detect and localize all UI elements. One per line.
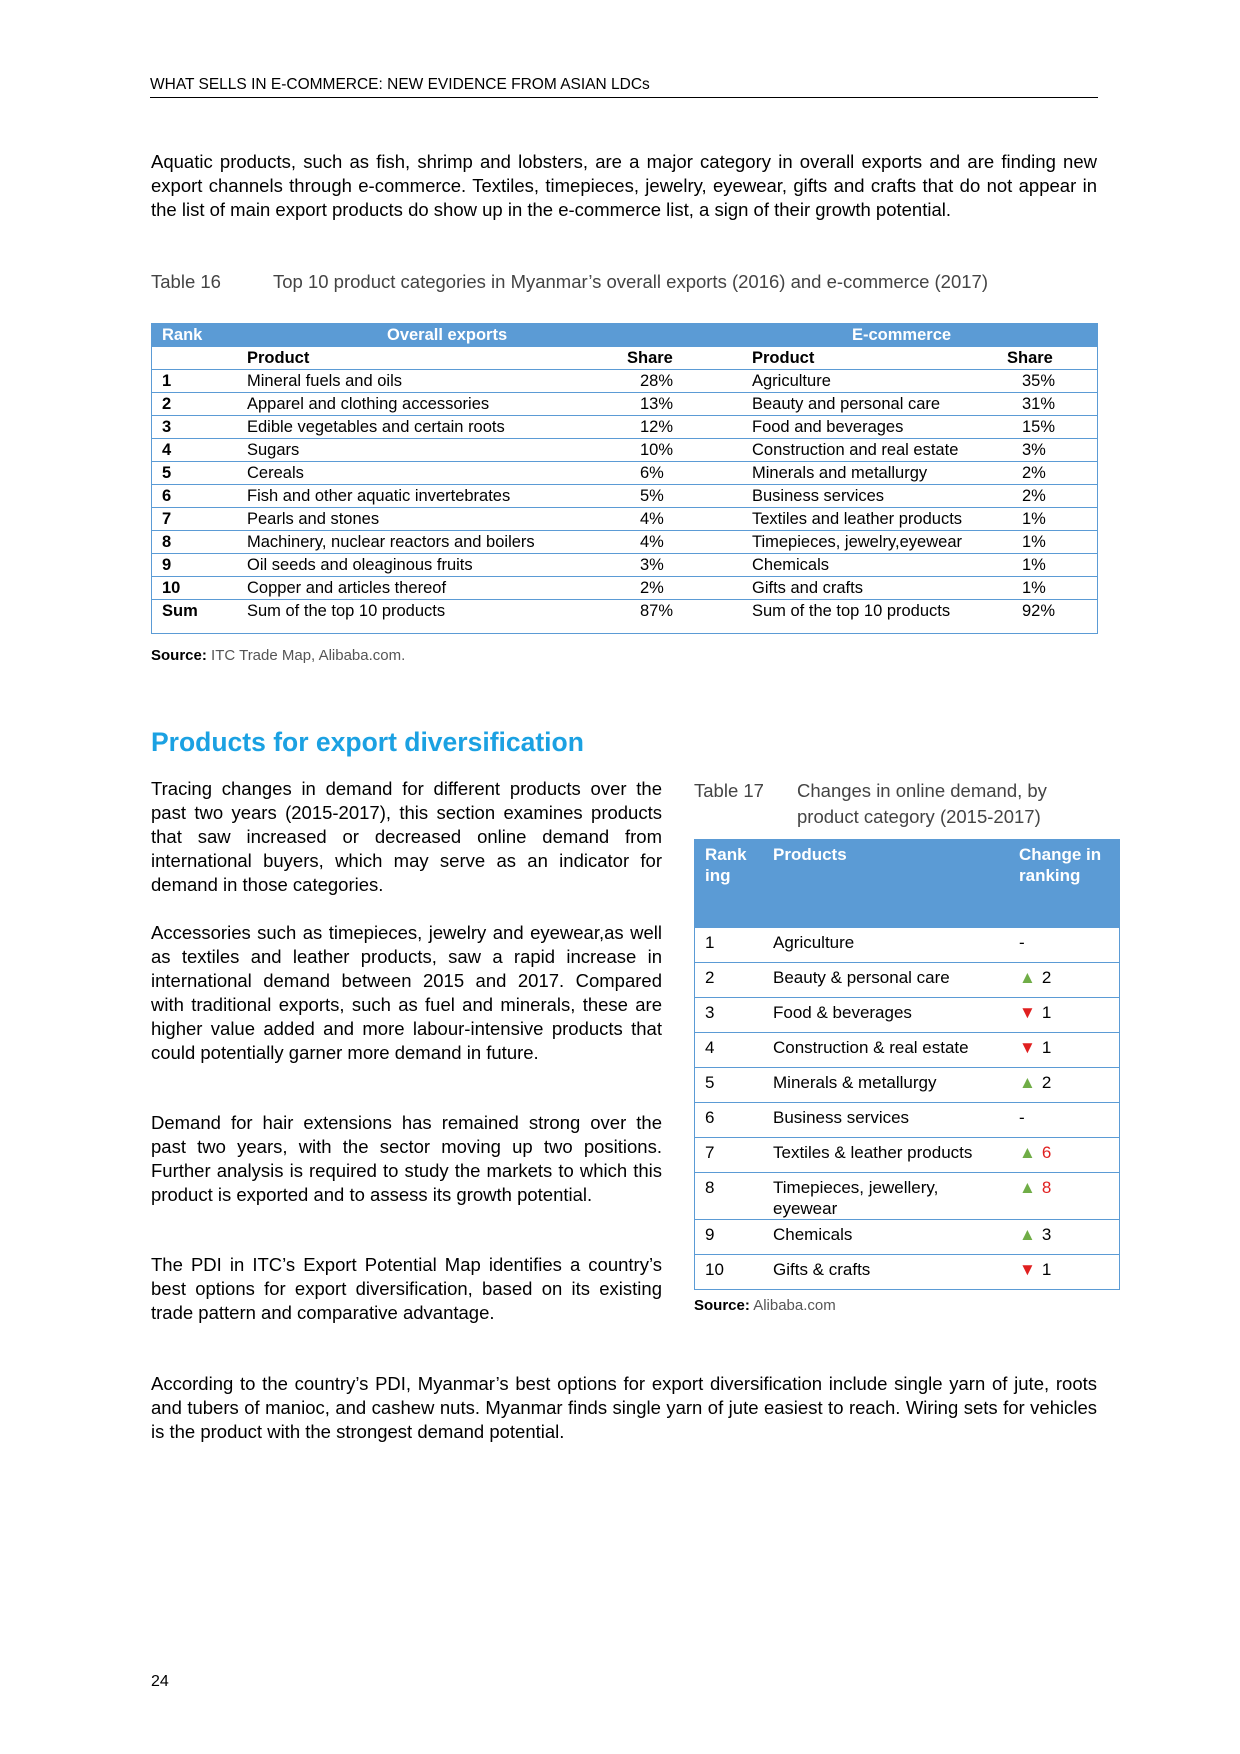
table17-change-cell xyxy=(1009,963,1120,998)
table17 xyxy=(694,839,1120,1290)
table16-ecommerce-product-cell: Gifts and crafts xyxy=(727,577,997,600)
table17-change-cell xyxy=(1009,998,1120,1033)
table16-source-text: ITC Trade Map, Alibaba.com. xyxy=(206,647,406,664)
table17-source-text: Alibaba.com xyxy=(749,1297,836,1314)
table17-caption xyxy=(694,778,1047,830)
table17-product-cell: Construction & real estate xyxy=(763,1033,1009,1068)
table17-row xyxy=(695,1103,1120,1138)
table16-ecommerce-share-cell: 3% xyxy=(997,439,1097,462)
up-arrow-icon: ▲ xyxy=(1019,968,1036,987)
table17-change-value: 1 xyxy=(1041,1260,1052,1279)
table17-change-cell xyxy=(1009,1173,1120,1220)
table17-change-cell xyxy=(1009,1033,1120,1068)
table16-number: Table 16 xyxy=(151,271,221,292)
table16-overall-share-cell: 4% xyxy=(602,508,727,531)
table16-ecommerce-share-cell: 1% xyxy=(997,508,1097,531)
table17-change-value: 8 xyxy=(1041,1178,1052,1197)
table16-row xyxy=(152,439,1097,462)
table16-row xyxy=(152,531,1097,554)
table16-overall-share-cell: 12% xyxy=(602,416,727,439)
table16-ecommerce-product-cell: Sum of the top 10 products xyxy=(752,602,951,620)
table16-overall-product-cell: Apparel and clothing accessories xyxy=(237,393,602,416)
table16-row xyxy=(152,554,1097,577)
table16-rank-cell: Sum xyxy=(162,602,198,620)
table16-row xyxy=(152,485,1097,508)
table17-source-label: Source: xyxy=(694,1297,750,1314)
table17-product-cell: Textiles & leather products xyxy=(763,1138,1009,1173)
table17-change-cell xyxy=(1009,1255,1120,1290)
table16-ecommerce-header: E-commerce xyxy=(727,324,1097,347)
table16-rank-cell: 1 xyxy=(152,370,237,393)
table16-rank-cell: 4 xyxy=(152,439,237,462)
table16-overall-share-cell: 2% xyxy=(602,577,727,600)
table16-row xyxy=(152,600,1097,623)
up-arrow-icon: ▲ xyxy=(1019,1178,1036,1197)
table17-rank-cell: 5 xyxy=(695,1068,764,1103)
table17-row xyxy=(695,1068,1120,1103)
table16-ecommerce-product-cell: Agriculture xyxy=(727,370,997,393)
table16-ecommerce-share-cell: 1% xyxy=(997,554,1097,577)
table16-product2-header: Product xyxy=(727,347,997,370)
table17-change-cell xyxy=(1009,1068,1120,1103)
table17-rank-cell: 1 xyxy=(695,928,764,963)
table16-row xyxy=(152,393,1097,416)
up-arrow-icon: ▲ xyxy=(1019,1143,1036,1162)
paragraph-2: Accessories such as timepieces, jewelry and eyewear,as well as textiles and leather products, saw a rapid increase in international demand between 2015 and 2017. Compared with traditional exports, such as fuel and minerals, these are higher value added and more labour-intensive products that could potentially garner more demand in future. xyxy=(151,922,662,1063)
table16-share2-header: Share xyxy=(997,347,1097,370)
table16-source xyxy=(151,647,405,664)
table17-product-cell: Beauty & personal care xyxy=(763,963,1009,998)
table17-rank-cell: 3 xyxy=(695,998,764,1033)
table17-row xyxy=(695,1033,1120,1068)
table16-overall-share-cell: 4% xyxy=(602,531,727,554)
table16-overall-share-cell: 5% xyxy=(602,485,727,508)
table17-number: Table 17 xyxy=(694,780,764,801)
table16-overall-product-cell: Copper and articles thereof xyxy=(237,577,602,600)
table16 xyxy=(151,323,1098,634)
table17-rank-cell: 7 xyxy=(695,1138,764,1173)
table16-product-header: Product xyxy=(237,347,602,370)
table16-overall-share-cell: 28% xyxy=(602,370,727,393)
table17-change-cell xyxy=(1009,1220,1120,1255)
table17-change-cell xyxy=(1009,928,1120,963)
table16-ecommerce-product-cell: Construction and real estate xyxy=(727,439,997,462)
down-arrow-icon: ▼ xyxy=(1019,1260,1036,1279)
up-arrow-icon: ▲ xyxy=(1019,1225,1036,1244)
table17-header-row xyxy=(695,840,1120,928)
table16-rank-cell: 6 xyxy=(152,485,237,508)
table16-rank-cell: 7 xyxy=(152,508,237,531)
table16-row xyxy=(152,508,1097,531)
table16-row xyxy=(152,577,1097,600)
table17-rank-cell: 9 xyxy=(695,1220,764,1255)
table16-overall-product-cell: Sum of the top 10 products xyxy=(247,602,446,620)
table16-rank-cell: 9 xyxy=(152,554,237,577)
table16-ecommerce-share-cell: 15% xyxy=(997,416,1097,439)
table16-share-header: Share xyxy=(602,347,727,370)
table16-ecommerce-product-cell: Textiles and leather products xyxy=(727,508,997,531)
down-arrow-icon: ▼ xyxy=(1019,1003,1036,1022)
table16-overall-product-cell: Edible vegetables and certain roots xyxy=(237,416,602,439)
table16-rank-cell: 8 xyxy=(152,531,237,554)
table16-header-row xyxy=(152,324,1097,347)
table17-change-header: Change in ranking xyxy=(1009,840,1120,928)
table16-ecommerce-product-cell: Business services xyxy=(727,485,997,508)
table16-overall-share-cell: 3% xyxy=(602,554,727,577)
table16-overall-product-cell: Oil seeds and oleaginous fruits xyxy=(237,554,602,577)
table17-title-line2: product category (2015-2017) xyxy=(797,806,1041,827)
table17-row xyxy=(695,998,1120,1033)
table17-change-value: 2 xyxy=(1041,968,1052,987)
table17-product-cell: Chemicals xyxy=(763,1220,1009,1255)
table16-caption xyxy=(151,271,988,293)
table16-rank-cell: 10 xyxy=(152,577,237,600)
table16-overall-product-cell: Cereals xyxy=(237,462,602,485)
table16-ecommerce-share-cell: 35% xyxy=(997,370,1097,393)
table17-rank-cell: 6 xyxy=(695,1103,764,1138)
table17-product-cell: Timepieces, jewellery, eyewear xyxy=(763,1173,1009,1220)
table17-source xyxy=(694,1297,836,1314)
table17-row xyxy=(695,1255,1120,1290)
table16-row xyxy=(152,416,1097,439)
table17-change-value: - xyxy=(1019,933,1025,952)
table16-ecommerce-share-cell: 1% xyxy=(997,531,1097,554)
intro-paragraph: Aquatic products, such as fish, shrimp and lobsters, are a major category in overall exports and are finding new export channels through e-commerce. Textiles, timepieces, jewelry, eyewear, gifts and crafts that do not appear in the list of main export products do show up in the e-commerce list, a sign of their growth potential. xyxy=(151,151,1097,220)
table17-rank-cell: 4 xyxy=(695,1033,764,1068)
table16-ecommerce-product-cell: Food and beverages xyxy=(727,416,997,439)
table16-ecommerce-share-cell: 31% xyxy=(997,393,1097,416)
table16-overall-share-cell: 6% xyxy=(602,462,727,485)
table16-overall-header: Overall exports xyxy=(237,324,727,347)
table16-rank-cell: 2 xyxy=(152,393,237,416)
table17-product-cell: Food & beverages xyxy=(763,998,1009,1033)
table16-ecommerce-product-cell: Chemicals xyxy=(727,554,997,577)
table17-products-header: Products xyxy=(763,840,1009,928)
paragraph-4: The PDI in ITC’s Export Potential Map identifies a country’s best options for export diversification, based on its existing trade pattern and comparative advantage. xyxy=(151,1254,662,1323)
table16-ecommerce-product-cell: Minerals and metallurgy xyxy=(727,462,997,485)
table17-product-cell: Minerals & metallurgy xyxy=(763,1068,1009,1103)
table16-overall-product-cell: Mineral fuels and oils xyxy=(237,370,602,393)
table16-overall-share-cell: 13% xyxy=(602,393,727,416)
table16-row xyxy=(152,462,1097,485)
table17-product-cell: Agriculture xyxy=(763,928,1009,963)
paragraph-1: Tracing changes in demand for different products over the past two years (2015-2017), this section examines products that saw increased or decreased online demand from international buyers, which may serve as an indicator for demand in those categories. xyxy=(151,778,662,895)
running-header: WHAT SELLS IN E-COMMERCE: NEW EVIDENCE FROM ASIAN LDCs xyxy=(150,76,1098,98)
table16-rank-cell: 3 xyxy=(152,416,237,439)
table17-row xyxy=(695,1173,1120,1220)
table17-change-cell xyxy=(1009,1103,1120,1138)
table16-subheader-row xyxy=(152,347,1097,370)
table16-ecommerce-share-cell: 1% xyxy=(997,577,1097,600)
table17-rank-header: Rank ing xyxy=(695,840,764,928)
table17-change-value: 3 xyxy=(1041,1225,1052,1244)
table16-overall-product-cell: Machinery, nuclear reactors and boilers xyxy=(237,531,602,554)
table16-overall-share-cell: 10% xyxy=(602,439,727,462)
table16-rank-cell: 5 xyxy=(152,462,237,485)
table17-product-cell: Gifts & crafts xyxy=(763,1255,1009,1290)
table17-row xyxy=(695,1220,1120,1255)
table17-change-value: 2 xyxy=(1041,1073,1052,1092)
down-arrow-icon: ▼ xyxy=(1019,1038,1036,1057)
table16-overall-share-cell: 87% xyxy=(640,602,674,620)
table17-title-line1: Changes in online demand, by xyxy=(797,780,1047,801)
table16-overall-product-cell: Fish and other aquatic invertebrates xyxy=(237,485,602,508)
table16-ecommerce-product-cell: Timepieces, jewelry,eyewear xyxy=(727,531,997,554)
table16-overall-product-cell: Pearls and stones xyxy=(237,508,602,531)
table17-rank-cell: 10 xyxy=(695,1255,764,1290)
table16-ecommerce-share-cell: 2% xyxy=(997,462,1097,485)
table17-rank-cell: 2 xyxy=(695,963,764,998)
table17-change-value: 1 xyxy=(1041,1038,1052,1057)
table17-rank-cell: 8 xyxy=(695,1173,764,1220)
paragraph-5: According to the country’s PDI, Myanmar’s best options for export diversification include single yarn of jute, roots and tubers of manioc, and cashew nuts. Myanmar finds single yarn of jute easiest to reach. Wiring sets for vehicles is the product with the strongest demand potential. xyxy=(151,1373,1097,1442)
table16-row xyxy=(152,370,1097,393)
table17-change-value: - xyxy=(1019,1108,1025,1127)
table16-ecommerce-share-cell: 92% xyxy=(1022,602,1056,620)
section-title: Products for export diversification xyxy=(151,727,584,757)
table17-row xyxy=(695,928,1120,963)
up-arrow-icon: ▲ xyxy=(1019,1073,1036,1092)
table17-change-cell xyxy=(1009,1138,1120,1173)
table16-ecommerce-share-cell: 2% xyxy=(997,485,1097,508)
table17-row xyxy=(695,1138,1120,1173)
table16-title: Top 10 product categories in Myanmar’s overall exports (2016) and e-commerce (2017) xyxy=(273,271,988,292)
table16-rank-header: Rank xyxy=(152,324,237,347)
table17-product-cell: Business services xyxy=(763,1103,1009,1138)
page-number: 24 xyxy=(151,1673,169,1690)
table16-ecommerce-product-cell: Beauty and personal care xyxy=(727,393,997,416)
table17-change-value: 6 xyxy=(1041,1143,1052,1162)
table16-source-label: Source: xyxy=(151,647,207,664)
table17-change-value: 1 xyxy=(1041,1003,1052,1022)
table17-row xyxy=(695,963,1120,998)
table16-overall-product-cell: Sugars xyxy=(237,439,602,462)
paragraph-3: Demand for hair extensions has remained strong over the past two years, with the sector moving up two positions. Further analysis is required to study the markets to which this product is exported and to assess its growth potential. xyxy=(151,1112,662,1205)
